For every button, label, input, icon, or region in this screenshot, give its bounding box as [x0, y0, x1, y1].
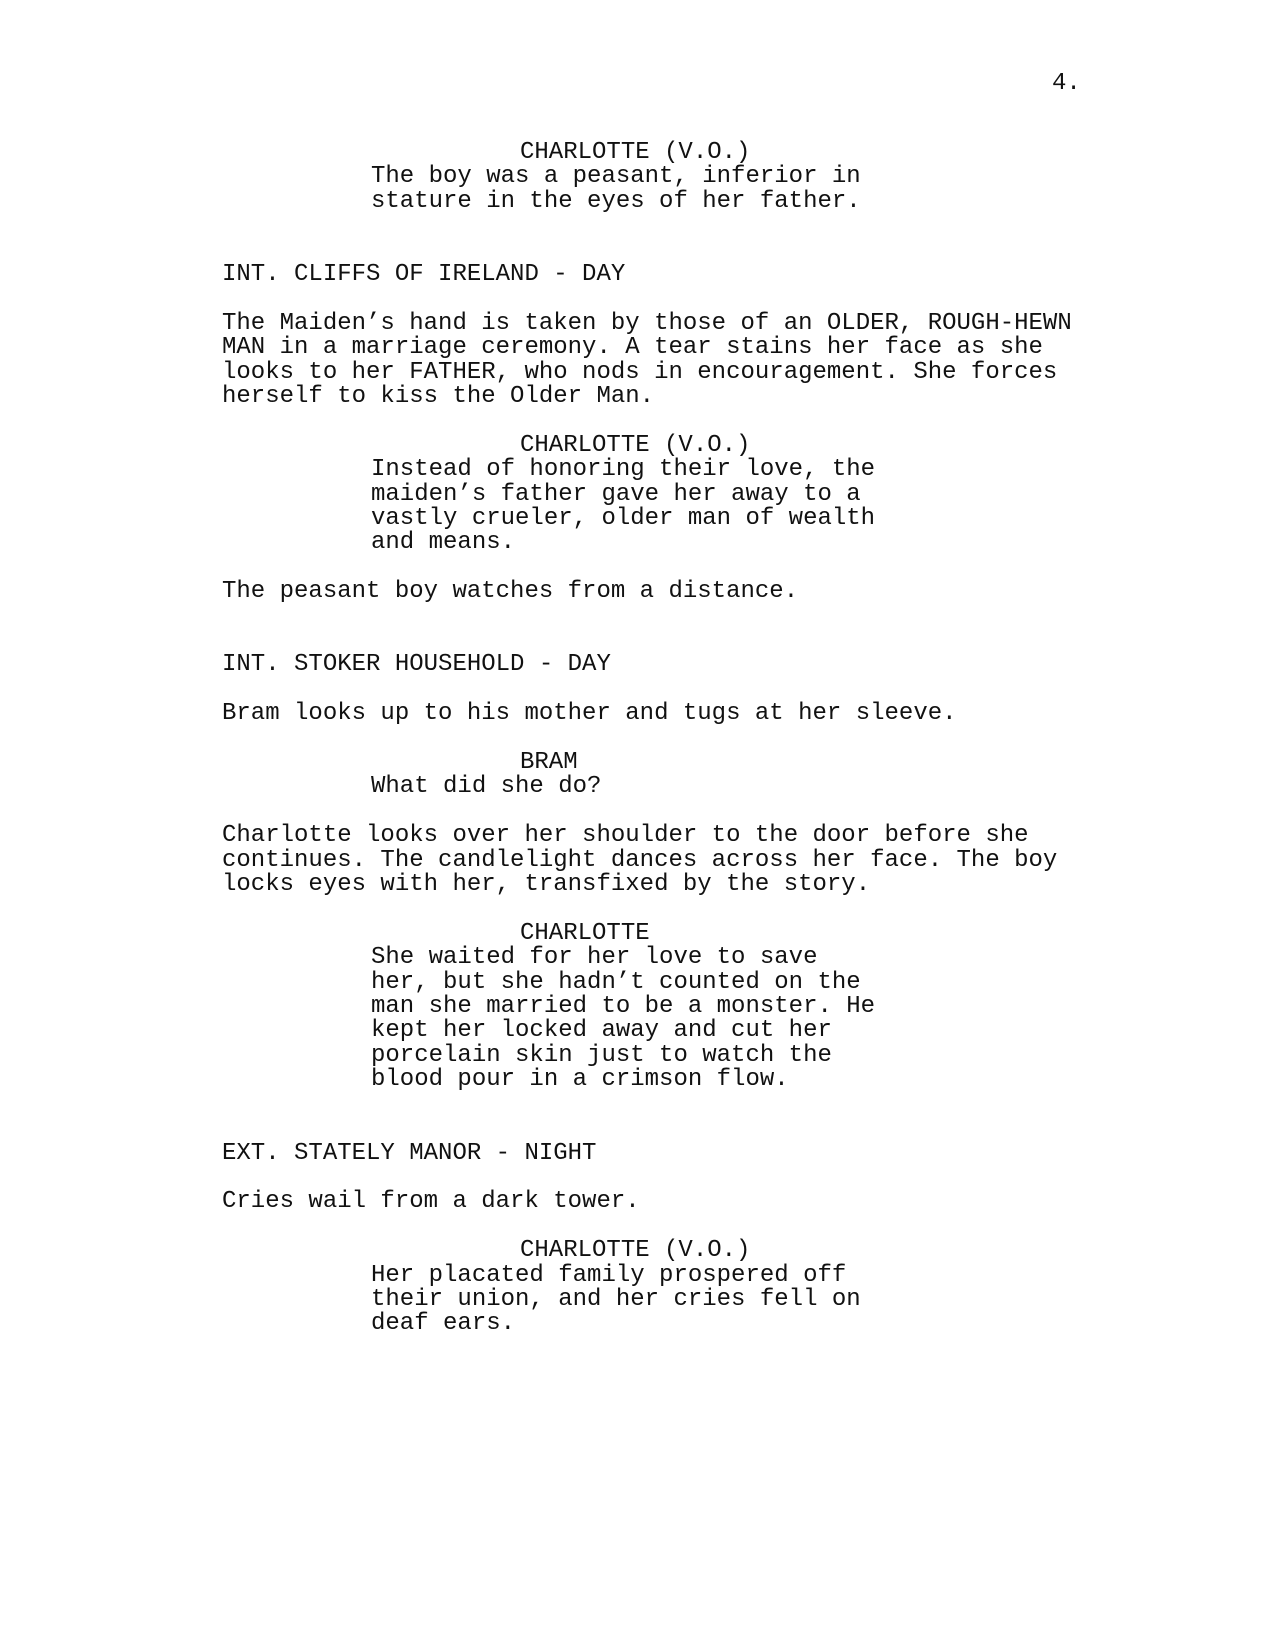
action-line: Cries wail from a dark tower.	[222, 1188, 640, 1216]
action-line: Bram looks up to his mother and tugs at her sleeve.	[222, 700, 957, 728]
block-spacer	[222, 800, 1122, 824]
block-spacer	[222, 678, 1122, 702]
action-line: looks to her FATHER, who nods in encouragement. She forces	[222, 358, 1058, 386]
dialogue-line: She waited for her love to save	[371, 944, 818, 972]
dialogue-block	[222, 919, 1122, 1094]
dialogue-block	[222, 751, 1122, 800]
screenplay-body	[222, 141, 1122, 1337]
dialogue-block	[222, 431, 1122, 557]
block-spacer	[222, 897, 1122, 921]
character-name: CHARLOTTE (V.O.)	[520, 431, 751, 459]
action-line: Charlotte looks over her shoulder to the door before she	[222, 822, 1029, 850]
scene-heading: EXT. STATELY MANOR - NIGHT	[222, 1139, 597, 1167]
character-name: BRAM	[520, 749, 578, 777]
action-line: The peasant boy watches from a distance.	[222, 578, 799, 606]
dialogue-line: kept her locked away and cut her	[371, 1017, 832, 1045]
dialogue-line: stature in the eyes of her father.	[371, 187, 861, 215]
action-line: locks eyes with her, transfixed by the story.	[222, 871, 871, 899]
action-paragraph	[222, 580, 1122, 604]
dialogue-block	[222, 1239, 1122, 1337]
action-line: The Maiden’s hand is taken by those of an OLDER, ROUGH-HEWN	[222, 309, 1072, 337]
scene-heading: INT. CLIFFS OF IRELAND - DAY	[222, 261, 626, 289]
dialogue-line: Her placated family prospered off	[371, 1261, 847, 1289]
block-spacer	[222, 409, 1122, 433]
dialogue-line: deaf ears.	[371, 1310, 516, 1338]
character-name: CHARLOTTE (V.O.)	[520, 139, 751, 166]
scene-heading: INT. STOKER HOUSEHOLD - DAY	[222, 651, 611, 679]
dialogue-line: blood pour in a crimson flow.	[371, 1066, 789, 1094]
action-paragraph	[222, 824, 1122, 897]
action-paragraph	[222, 309, 1122, 411]
dialogue-block	[222, 141, 1122, 214]
dialogue-line: their union, and her cries fell on	[371, 1285, 861, 1313]
action-line: MAN in a marriage ceremony. A tear stains her face as she	[222, 334, 1043, 362]
action-paragraph	[222, 1190, 1122, 1214]
dialogue-line: maiden’s father gave her away to a	[371, 480, 861, 508]
character-name: CHARLOTTE	[520, 919, 650, 947]
block-spacer	[222, 1215, 1122, 1239]
block-spacer	[222, 214, 1122, 263]
block-spacer	[222, 287, 1122, 311]
dialogue-line: porcelain skin just to watch the	[371, 1041, 832, 1069]
block-spacer	[222, 727, 1122, 751]
dialogue-line: The boy was a peasant, inferior in	[371, 163, 861, 191]
character-name: CHARLOTTE (V.O.)	[520, 1237, 751, 1265]
dialogue-line: and means.	[371, 529, 516, 557]
action-line: herself to kiss the Older Man.	[222, 383, 655, 411]
action-paragraph	[222, 702, 1122, 726]
block-spacer	[222, 1166, 1122, 1190]
action-line: continues. The candlelight dances across her face. The boy	[222, 846, 1058, 874]
dialogue-line: What did she do?	[371, 773, 602, 801]
page-number: 4.	[1052, 70, 1081, 97]
block-spacer	[222, 556, 1122, 580]
dialogue-line: man she married to be a monster. He	[371, 993, 876, 1021]
dialogue-line: Instead of honoring their love, the	[371, 456, 876, 484]
block-spacer	[222, 1093, 1122, 1142]
dialogue-line: her, but she hadn’t counted on the	[371, 968, 861, 996]
dialogue-line: vastly crueler, older man of wealth	[371, 505, 876, 533]
block-spacer	[222, 605, 1122, 654]
